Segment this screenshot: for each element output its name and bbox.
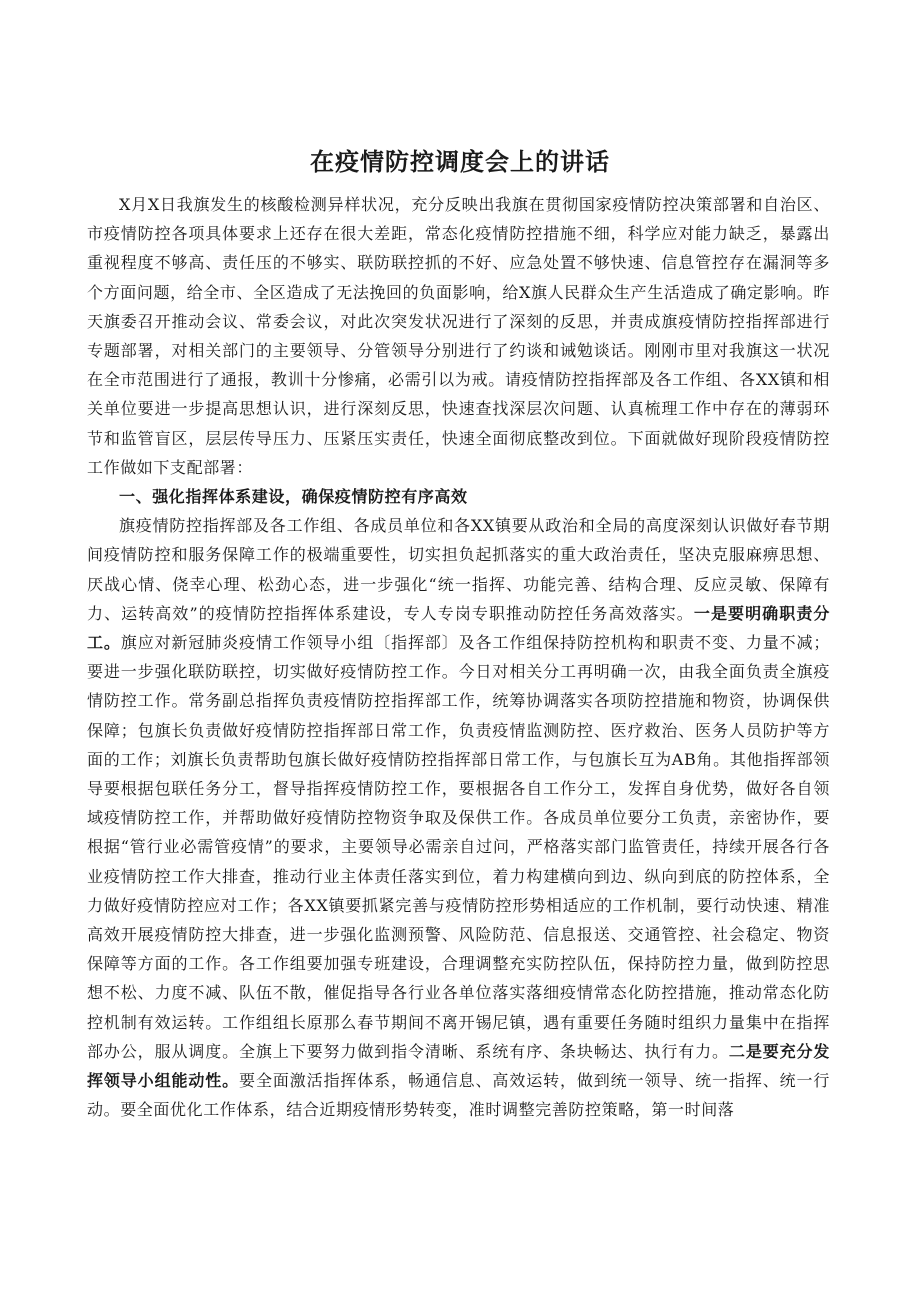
bold-point-2: 二是要充分发挥领导小组能动性。 [87,1041,830,1091]
section-1-paragraph [87,511,830,1124]
bold-point-1: 一是要明确职责分工。 [87,603,830,653]
paragraph-text: 旗应对新冠肺炎疫情工作领导小组〔指挥部〕及各工作组保持防控机构和职责不变、力量不减；要进一步强化联防联控，切实做好疫情防控工作。今日对相关分工再明确一次，由我全面负责全旗疫情防控工作。常务副总指挥负责疫情防控指挥部工作，统筹协调落实各项防控措施和物资，协调保供保障；包旗长负责做好疫情防控指挥部日常工作，负责疫情监测防控、医疗救治、医务人员防护等方面的工作；刘旗长负责帮助包旗长做好疫情防控指挥部日常工作，与包旗长互为AB角。其他指挥部领导要根据包联任务分工，督导指挥疫情防控工作，要根据各自工作分工，发挥自身优势，做好各自领域疫情防控工作，并帮助做好疫情防控物资争取及保供工作。各成员单位要分工负责，亲密协作，要根据“管行业必需管疫情”的要求，主要领导必需亲自过问，严格落实部门监管责任，持续开展各行各业疫情防控工作大排查，推动行业主体责任落实到位，着力构建横向到边、纵向到底的防控体系，全力做好疫情防控应对工作；各XX镇要抓紧完善与疫情防控形势相适应的工作机制，要行动快速、精准高效开展疫情防控大排查，进一步强化监测预警、风险防范、信息报送、交通管控、社会稳定、物资保障等方面的工作。各工作组要加强专班建设，合理调整充实防控队伍，保持防控力量，做到防控思想不松、力度不减、队伍不散，催促指导各行业各单位落实落细疫情常态化防控措施，推动常态化防控机制有效运转。工作组组长原那么春节期间不离开锡尼镇，遇有重要任务随时组织力量集中在指挥部办公，服从调度。全旗上下要努力做到指令清晰、系统有序、条块畅达、执行有力。 [87,633,831,1061]
intro-paragraph: X月X日我旗发生的核酸检测异样状况，充分反映出我旗在贯彻国家疫情防控决策部署和自治区、市疫情防控各项具体要求上还存在很大差距，常态化疫情防控措施不细，科学应对能力缺乏，暴露出重视程度不够高、责任压的不够实、联防联控抓的不好、应急处置不够快速、信息管控存在漏洞等多个方面问题，给全市、全区造成了无法挽回的负面影响，给X旗人民群众生产生活造成了确定影响。昨天旗委召开推动会议、常委会议，对此次突发状况进行了深刻的反思，并责成旗疫情防控指挥部进行专题部署，对相关部门的主要领导、分管领导分别进行了约谈和诫勉谈话。刚刚市里对我旗这一状况在全市范围进行了通报，教训十分惨痛，必需引以为戒。请疫情防控指挥部及各工作组、各XX镇和相关单位要进一步提高思想认识，进行深刻反思，快速查找深层次问题、认真梳理工作中存在的薄弱环节和监管盲区，层层传导压力、压紧压实责任，快速全面彻底整改到位。下面就做好现阶段疫情防控工作做如下支配部署： [87,195,830,477]
document-body [87,190,830,1125]
section-heading-1: 一、强化指挥体系建设，确保疫情防控有序高效 [119,487,468,507]
paragraph-text: 旗疫情防控指挥部及各工作组、各成员单位和各XX镇要从政治和全局的高度深刻认识做好春节期间疫情防控和服务保障工作的极端重要性，切实担负起抓落实的重大政治责任，坚决克服麻痹思想、厌战心情、侥幸心理、松劲心态，进一步强化“统一指挥、功能完善、结构合理、反应灵敏、保障有力、运转高效”的疫情防控指挥体系建设，专人专岗专职推动防控任务高效落实。 [87,516,830,623]
paragraph-text: 要全面激活指挥体系，畅通信息、高效运转，做到统一领导、统一指挥、统一行动。要全面优化工作体系，结合近期疫情形势转变，准时调整完善防控策略，第一时间落 [87,1071,830,1120]
document-title: 在疫情防控调度会上的讲话 [310,147,610,176]
